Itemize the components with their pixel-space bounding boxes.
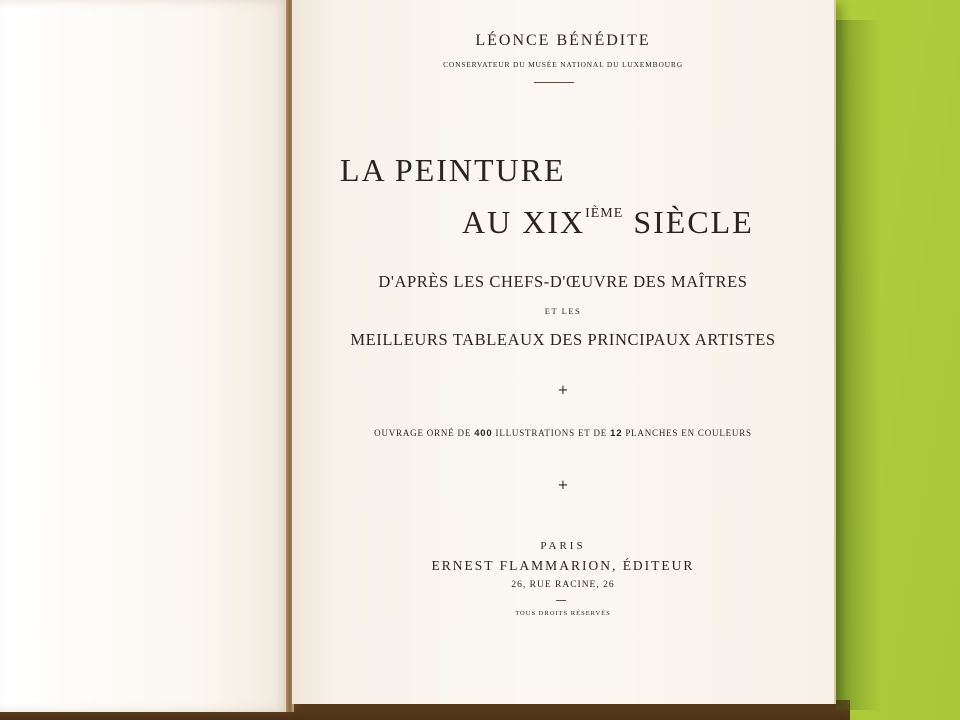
title-line-2 bbox=[462, 204, 754, 241]
illustrations-note-part3: PLANCHES EN COULEURS bbox=[622, 428, 752, 438]
rights-notice: TOUS DROITS RÉSERVÉS bbox=[515, 610, 611, 617]
author-role: CONSERVATEUR DU MUSÉE NATIONAL DU LUXEMBOURG bbox=[443, 60, 683, 69]
title-line-1: LA PEINTURE bbox=[340, 152, 566, 188]
title-page bbox=[292, 0, 836, 704]
publisher-address: 26, RUE RACINE, 26 bbox=[511, 580, 615, 590]
illustrations-note bbox=[292, 428, 834, 439]
subtitle-line-2: ET LES bbox=[544, 306, 582, 316]
author-divider bbox=[534, 82, 574, 83]
plates-count: 12 bbox=[610, 428, 623, 439]
rights-divider bbox=[556, 600, 566, 601]
publisher-name: ERNEST FLAMMARION, ÉDITEUR bbox=[431, 558, 695, 573]
page-shadow bbox=[836, 20, 880, 710]
title-line-2-superscript: IÈME bbox=[585, 206, 624, 221]
publisher-city: PARIS bbox=[540, 540, 586, 552]
subtitle-line-3: MEILLEURS TABLEAUX DES PRINCIPAUX ARTISTES bbox=[350, 330, 776, 349]
illustrations-count: 400 bbox=[474, 428, 493, 439]
ornament-cross-icon: + bbox=[557, 478, 569, 493]
illustrations-note-part2: ILLUSTRATIONS ET DE bbox=[492, 428, 611, 438]
title-line-2-pre: AU XIX bbox=[462, 204, 586, 240]
title-line-2-post: SIÈCLE bbox=[623, 204, 754, 240]
ornament-cross-icon: + bbox=[557, 383, 569, 398]
blank-left-page bbox=[0, 0, 289, 712]
author-name: LÉONCE BÉNÉDITE bbox=[475, 32, 651, 49]
subtitle-line-1: D'APRÈS LES CHEFS-D'ŒUVRE DES MAÎTRES bbox=[378, 272, 748, 291]
illustrations-note-part1: OUVRAGE ORNÉ DE bbox=[374, 428, 475, 438]
